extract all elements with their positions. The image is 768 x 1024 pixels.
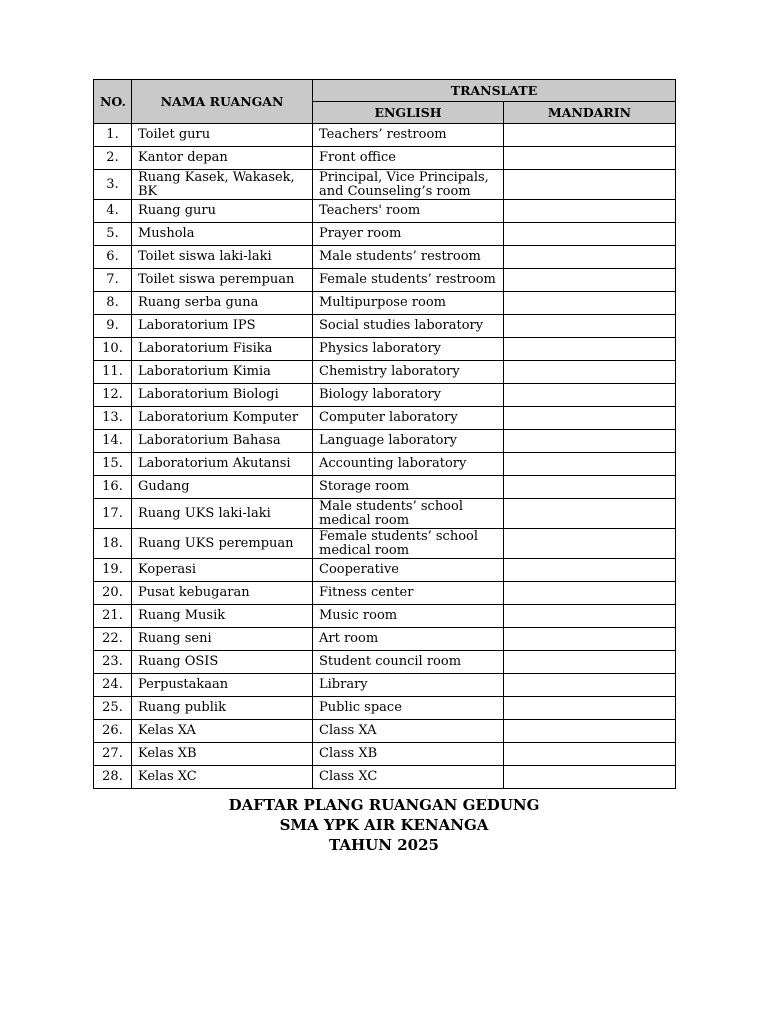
mandarin-cell xyxy=(504,338,676,361)
table-row xyxy=(94,743,676,766)
table-header-row xyxy=(94,80,676,102)
table-row xyxy=(94,499,676,529)
row-number: 22. xyxy=(94,628,132,651)
mandarin-cell xyxy=(504,499,676,529)
english-cell: Female students’ restroom xyxy=(313,269,504,292)
mandarin-cell xyxy=(504,361,676,384)
room-name-cell: Ruang Kasek, Wakasek, BK xyxy=(132,170,313,200)
english-cell: Front office xyxy=(313,147,504,170)
table-row xyxy=(94,170,676,200)
english-cell: Language laboratory xyxy=(313,430,504,453)
english-cell: Multipurpose room xyxy=(313,292,504,315)
table-row xyxy=(94,476,676,499)
mandarin-cell xyxy=(504,720,676,743)
mandarin-cell xyxy=(504,697,676,720)
row-number: 6. xyxy=(94,246,132,269)
english-cell: Library xyxy=(313,674,504,697)
table-row xyxy=(94,292,676,315)
english-cell: Prayer room xyxy=(313,223,504,246)
row-number: 17. xyxy=(94,499,132,529)
mandarin-cell xyxy=(504,453,676,476)
table-row xyxy=(94,338,676,361)
mandarin-cell xyxy=(504,407,676,430)
mandarin-cell xyxy=(504,170,676,200)
table-row xyxy=(94,720,676,743)
english-cell: Class XC xyxy=(313,766,504,789)
table-row xyxy=(94,246,676,269)
document-title-block xyxy=(0,795,768,855)
room-name-cell: Kelas XB xyxy=(132,743,313,766)
header-mandarin: MANDARIN xyxy=(504,102,676,124)
row-number: 23. xyxy=(94,651,132,674)
english-cell: Male students’ school medical room xyxy=(313,499,504,529)
mandarin-cell xyxy=(504,430,676,453)
room-name-cell: Mushola xyxy=(132,223,313,246)
table-row xyxy=(94,766,676,789)
english-cell: Chemistry laboratory xyxy=(313,361,504,384)
row-number: 20. xyxy=(94,582,132,605)
row-number: 27. xyxy=(94,743,132,766)
room-sign-table xyxy=(93,79,676,789)
row-number: 26. xyxy=(94,720,132,743)
english-cell: Biology laboratory xyxy=(313,384,504,407)
table-row xyxy=(94,529,676,559)
row-number: 5. xyxy=(94,223,132,246)
english-cell: Music room xyxy=(313,605,504,628)
table-row xyxy=(94,223,676,246)
room-name-cell: Ruang seni xyxy=(132,628,313,651)
header-room-name: NAMA RUANGAN xyxy=(132,80,313,124)
mandarin-cell xyxy=(504,315,676,338)
table-row xyxy=(94,605,676,628)
english-cell: Teachers' room xyxy=(313,200,504,223)
row-number: 11. xyxy=(94,361,132,384)
mandarin-cell xyxy=(504,223,676,246)
document-year: TAHUN 2025 xyxy=(329,836,439,854)
room-name-cell: Kelas XC xyxy=(132,766,313,789)
row-number: 19. xyxy=(94,559,132,582)
row-number: 25. xyxy=(94,697,132,720)
room-name-cell: Laboratorium IPS xyxy=(132,315,313,338)
table-row xyxy=(94,361,676,384)
room-name-cell: Ruang publik xyxy=(132,697,313,720)
mandarin-cell xyxy=(504,476,676,499)
room-name-cell: Laboratorium Komputer xyxy=(132,407,313,430)
mandarin-cell xyxy=(504,582,676,605)
table-row xyxy=(94,384,676,407)
row-number: 4. xyxy=(94,200,132,223)
mandarin-cell xyxy=(504,651,676,674)
english-cell: Male students’ restroom xyxy=(313,246,504,269)
room-name-cell: Toilet siswa laki-laki xyxy=(132,246,313,269)
row-number: 24. xyxy=(94,674,132,697)
row-number: 18. xyxy=(94,529,132,559)
row-number: 8. xyxy=(94,292,132,315)
row-number: 13. xyxy=(94,407,132,430)
room-name-cell: Ruang serba guna xyxy=(132,292,313,315)
room-name-cell: Ruang guru xyxy=(132,200,313,223)
table-row xyxy=(94,315,676,338)
mandarin-cell xyxy=(504,147,676,170)
row-number: 16. xyxy=(94,476,132,499)
header-no: NO. xyxy=(94,80,132,124)
room-name-cell: Laboratorium Bahasa xyxy=(132,430,313,453)
mandarin-cell xyxy=(504,269,676,292)
mandarin-cell xyxy=(504,529,676,559)
mandarin-cell xyxy=(504,124,676,147)
table-row xyxy=(94,453,676,476)
english-cell: Principal, Vice Principals, and Counseling’s room xyxy=(313,170,504,200)
room-name-cell: Kantor depan xyxy=(132,147,313,170)
english-cell: Physics laboratory xyxy=(313,338,504,361)
english-cell: Teachers’ restroom xyxy=(313,124,504,147)
room-name-cell: Toilet guru xyxy=(132,124,313,147)
room-name-cell: Koperasi xyxy=(132,559,313,582)
mandarin-cell xyxy=(504,605,676,628)
row-number: 14. xyxy=(94,430,132,453)
room-name-cell: Laboratorium Akutansi xyxy=(132,453,313,476)
table-row xyxy=(94,559,676,582)
english-cell: Social studies laboratory xyxy=(313,315,504,338)
table-body xyxy=(94,124,676,789)
english-cell: Storage room xyxy=(313,476,504,499)
row-number: 12. xyxy=(94,384,132,407)
english-cell: Female students’ school medical room xyxy=(313,529,504,559)
row-number: 9. xyxy=(94,315,132,338)
english-cell: Class XB xyxy=(313,743,504,766)
english-cell: Public space xyxy=(313,697,504,720)
english-cell: Student council room xyxy=(313,651,504,674)
school-name: SMA YPK AIR KENANGA xyxy=(279,816,489,834)
room-name-cell: Kelas XA xyxy=(132,720,313,743)
table-row xyxy=(94,147,676,170)
table-row xyxy=(94,269,676,292)
english-cell: Fitness center xyxy=(313,582,504,605)
table-row xyxy=(94,582,676,605)
header-translate: TRANSLATE xyxy=(313,80,676,102)
room-name-cell: Ruang OSIS xyxy=(132,651,313,674)
room-name-cell: Perpustakaan xyxy=(132,674,313,697)
row-number: 7. xyxy=(94,269,132,292)
room-name-cell: Gudang xyxy=(132,476,313,499)
table-row xyxy=(94,407,676,430)
mandarin-cell xyxy=(504,674,676,697)
mandarin-cell xyxy=(504,628,676,651)
row-number: 15. xyxy=(94,453,132,476)
table-row xyxy=(94,697,676,720)
row-number: 2. xyxy=(94,147,132,170)
english-cell: Computer laboratory xyxy=(313,407,504,430)
mandarin-cell xyxy=(504,384,676,407)
room-name-cell: Laboratorium Kimia xyxy=(132,361,313,384)
document-title: DAFTAR PLANG RUANGAN GEDUNG xyxy=(228,796,540,814)
mandarin-cell xyxy=(504,246,676,269)
table-row xyxy=(94,674,676,697)
mandarin-cell xyxy=(504,200,676,223)
mandarin-cell xyxy=(504,292,676,315)
row-number: 1. xyxy=(94,124,132,147)
room-name-cell: Ruang UKS perempuan xyxy=(132,529,313,559)
room-name-cell: Toilet siswa perempuan xyxy=(132,269,313,292)
english-cell: Cooperative xyxy=(313,559,504,582)
mandarin-cell xyxy=(504,743,676,766)
table-row xyxy=(94,124,676,147)
room-name-cell: Ruang UKS laki-laki xyxy=(132,499,313,529)
room-name-cell: Laboratorium Biologi xyxy=(132,384,313,407)
mandarin-cell xyxy=(504,559,676,582)
row-number: 28. xyxy=(94,766,132,789)
room-name-cell: Laboratorium Fisika xyxy=(132,338,313,361)
row-number: 10. xyxy=(94,338,132,361)
table-row xyxy=(94,200,676,223)
row-number: 3. xyxy=(94,170,132,200)
row-number: 21. xyxy=(94,605,132,628)
table-row xyxy=(94,651,676,674)
english-cell: Class XA xyxy=(313,720,504,743)
mandarin-cell xyxy=(504,766,676,789)
english-cell: Accounting laboratory xyxy=(313,453,504,476)
english-cell: Art room xyxy=(313,628,504,651)
room-name-cell: Pusat kebugaran xyxy=(132,582,313,605)
header-english: ENGLISH xyxy=(313,102,504,124)
table-row xyxy=(94,430,676,453)
table-row xyxy=(94,628,676,651)
room-name-cell: Ruang Musik xyxy=(132,605,313,628)
